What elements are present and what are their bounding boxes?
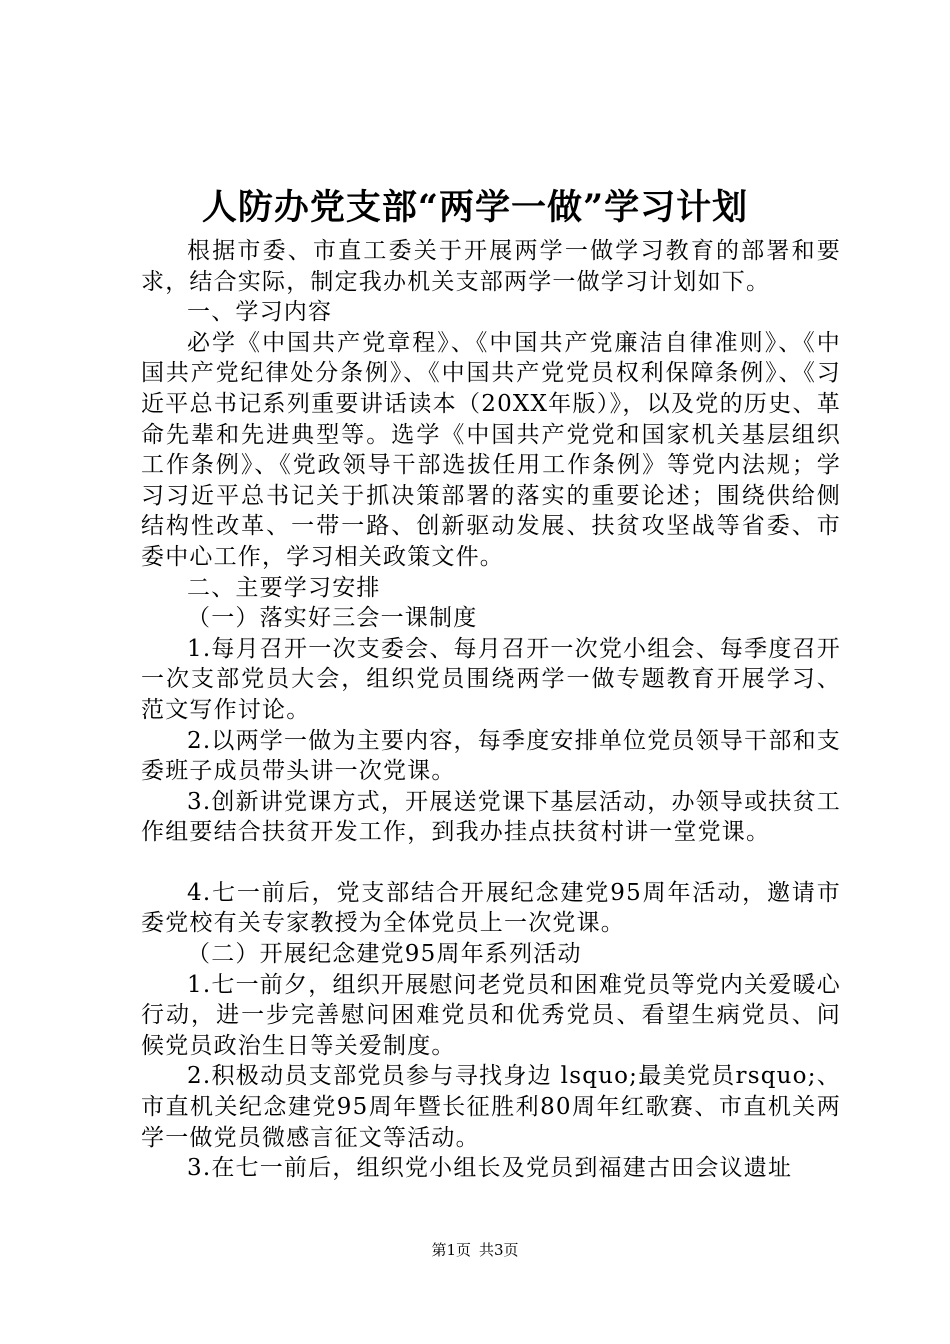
section-heading-study-content: 一、学习内容 bbox=[187, 299, 333, 326]
list-item: 2.积极动员支部党员参与寻找身边 lsquo;最美党员rsquo;、市直机关纪念建党95周年暨长征胜利80周年红歌赛、市直机关两学一做党员微感言征文等活动。 bbox=[141, 1063, 841, 1151]
subsection-heading-anniversary: （二）开展纪念建党95周年系列活动 bbox=[187, 941, 582, 968]
list-item: 2.以两学一做为主要内容，每季度安排单位党员领导干部和支委班子成员带头讲一次党课。 bbox=[141, 727, 841, 785]
subsection-heading-meetings: （一）落实好三会一课制度 bbox=[187, 605, 478, 632]
page-total: 共3页 bbox=[479, 1241, 519, 1259]
list-item: 4.七一前后，党支部结合开展纪念建党95周年活动，邀请市委党校有关专家教授为全体党员上一次党课。 bbox=[141, 879, 841, 937]
document-body bbox=[141, 236, 841, 1184]
list-item: 3.创新讲党课方式，开展送党课下基层活动，办领导或扶贫工作组要结合扶贫开发工作，到我办挂点扶贫村讲一堂党课。 bbox=[141, 788, 841, 846]
list-item: 1.每月召开一次支委会、每月召开一次党小组会、每季度召开一次支部党员大会，组织党员围绕两学一做专题教育开展学习、范文写作讨论。 bbox=[141, 635, 841, 723]
section-heading-arrangements: 二、主要学习安排 bbox=[187, 574, 381, 601]
document-title: 人防办党支部“两学一做”学习计划 bbox=[201, 187, 749, 228]
paragraph-intro: 根据市委、市直工委关于开展两学一做学习教育的部署和要求，结合实际，制定我办机关支部两学一做学习计划如下。 bbox=[141, 238, 841, 295]
page-footer bbox=[0, 1240, 950, 1260]
paragraph-study-content: 必学《中国共产党章程》、《中国共产党廉洁自律准则》、《中国共产党纪律处分条例》、《中国共产党党员权利保障条例》、《习近平总书记系列重要讲话读本（20XX年版）》，以及党的历史、革命先辈和先进典型等。选学《中国共产党党和国家机关基层组织工作条例》、《党政领导干部选拔任用工作条例》等党内法规；学习习近平总书记关于抓决策部署的落实的重要论述；围绕供给侧结构性改革、一带一路、创新驱动发展、扶贫攻坚战等省委、市委中心工作，学习相关政策文件。 bbox=[141, 329, 841, 570]
list-item: 1.七一前夕，组织开展慰问老党员和困难党员等党内关爱暖心行动，进一步完善慰问困难党员和优秀党员、看望生病党员、问候党员政治生日等关爱制度。 bbox=[141, 971, 841, 1059]
list-item: 3.在七一前后，组织党小组长及党员到福建古田会议遗址 bbox=[187, 1155, 793, 1182]
page-number: 第1页 bbox=[431, 1241, 471, 1259]
